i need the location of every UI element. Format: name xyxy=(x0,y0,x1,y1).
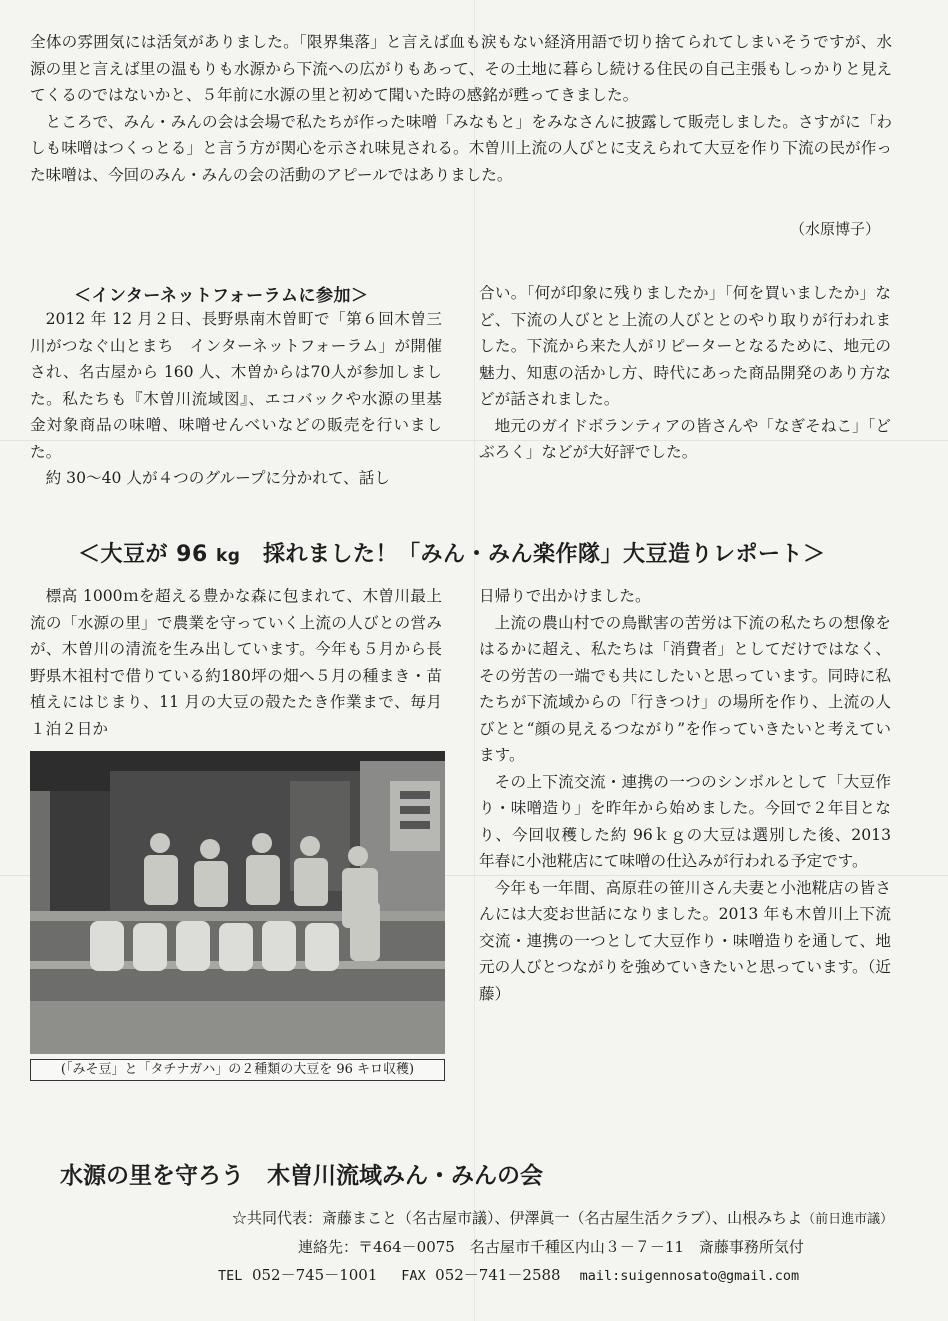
organization-title: 水源の里を守ろう 木曽川流域みん・みんの会 xyxy=(60,1163,543,1189)
soybean-right-paragraph-3: その上下流交流・連携の一つのシンボルとして「大豆作り・味噌造り」を昨年から始めました。今回で２年目となり、今回収穫した約 96ｋｇの大豆は選別した後、2013 年春に小池糀店にて味噌の仕込みが行われる予定です。 xyxy=(479,772,891,870)
forum-left-paragraph-1: 2012 年 12 月２日、長野県南木曽町で「第６回木曽三川がつなぐ山とまち インターネットフォーラム」が開催され、名古屋から 160 人、木曽からは70人が参加しました。私たちも『木曽川流域図』、エコバックや水源の里基金対象商品の味噌、味噌せんべいなどの販売を行いました。 xyxy=(30,310,442,461)
forum-right-paragraph-2: 地元のガイドボランティアの皆さんや「なぎそねこ」「どぶろく」などが大好評でした。 xyxy=(479,416,891,461)
soybean-left-paragraph: 標高 1000ｍを超える豊かな森に包まれて、木曽川最上流の「水源の里」で農業を守っていく上流の人びとの営みが、木曽川の清流を生み出しています。今年も５月から長野県木祖村で借りている約180坪の畑へ５月の種まき・苗植えにはじまり、11 月の大豆の殻たたき作業まで、毎月１泊２日か xyxy=(30,587,442,738)
fax-label: FAX xyxy=(401,1268,426,1284)
tel-label: TEL xyxy=(218,1268,243,1284)
representatives-line xyxy=(232,1207,893,1228)
soybean-heading-number: 96 xyxy=(176,542,208,567)
harvest-group-photo xyxy=(30,751,445,1054)
forum-right-paragraph-1: 合い。「何が印象に残りましたか」「何を買いましたか」など、下流の人びとと上流の人びととのやり取りが行われました。下流から来た人がリピーターとなるために、地元の魅力、知恵の活かし方、時代にあった商品開発のあり方などが話されました。 xyxy=(479,284,891,408)
representatives-note: （前日進市議） xyxy=(802,1212,894,1227)
harvest-photo-illustration xyxy=(30,751,445,1054)
photo-caption: (「みそ豆」と「タチナガハ」の２種類の大豆を 96 キロ収穫) xyxy=(30,1059,445,1081)
intro-section xyxy=(30,29,892,188)
soybean-right-paragraph-2: 上流の農山村での鳥獣害の苦労は下流の私たちの想像をはるかに超え、私たちは「消費者」としてだけではなく、その労苦の一端でも共にしたいと思っています。同時に私たちが下流域からの「行きつけ」の場所を作り、上流の人びとと“顔の見えるつながり”を作っていきたいと考えています。 xyxy=(479,613,891,764)
paper-fold-line xyxy=(474,0,475,1321)
soybean-right-paragraph-4: 今年も一年間、高原荘の笹川さん夫妻と小池糀店の皆さんには大変お世話になりました。2013 年も木曽川上下流交流・連携の一つとして大豆作り・味噌造りを通して、地元の人びとつながりを強めていきたいと思っています。（近藤） xyxy=(479,878,891,1003)
fax-number: 052－741－2588 xyxy=(435,1266,561,1284)
intro-paragraph-1: 全体の雰囲気には活気がありました。「限界集落」と言えば血も涙もない経済用語で切り捨てられてしまいそうですが、水源の里と言えば里の温もりも水源から下流への広がりもあって、その土地に暮らし続ける住民の自己主張もしっかりと見えてくるのではないかと、５年前に水源の里と初めて聞いた時の感銘が甦ってきました。 xyxy=(30,33,892,104)
soybean-right-column xyxy=(479,583,891,1007)
representatives-names: 斎藤まこと（名古屋市議）、伊澤眞一（名古屋生活クラブ）、山根みちよ xyxy=(322,1209,803,1227)
forum-left-column xyxy=(30,306,442,492)
soybean-heading-post: 採れました！「みん・みん楽作隊」大豆造りレポート＞ xyxy=(240,542,826,567)
forum-heading: ＜インターネットフォーラムに参加＞ xyxy=(74,286,369,306)
contact-line xyxy=(298,1236,804,1257)
tel-number: 052－745－1001 xyxy=(251,1266,378,1284)
contact-label: 連絡先： xyxy=(298,1238,359,1256)
soybean-left-column xyxy=(30,583,442,742)
intro-signature: （水原博子） xyxy=(790,220,881,238)
soybean-heading xyxy=(78,537,825,568)
soybean-heading-unit: kg xyxy=(215,546,241,566)
phone-fax-mail-line xyxy=(218,1264,799,1285)
contact-address: 〒464－0075 名古屋市千種区内山３－７－11 斎藤事務所気付 xyxy=(358,1238,804,1256)
forum-left-paragraph-2: 約 30～40 人が４つのグループに分かれて、話し xyxy=(45,469,390,487)
soybean-heading-pre: ＜大豆が xyxy=(78,542,177,567)
forum-right-column xyxy=(479,280,891,466)
soybean-right-paragraph-1: 日帰りで出かけました。 xyxy=(479,587,651,605)
representatives-label: ☆共同代表： xyxy=(232,1209,323,1227)
intro-paragraph-2: ところで、みん・みんの会は会場で私たちが作った味噌「みなもと」をみなさんに披露して販売しました。さすがに「わしも味噌はつくっとる」と言う方が関心を示され味見される。木曽川上流の人びとに支えられて大豆を作り下流の民が作った味噌は、今回のみん・みんの会の活動のアピールではありました。 xyxy=(30,112,892,184)
mail-address[interactable]: mail:suigennosato@gmail.com xyxy=(579,1268,800,1284)
